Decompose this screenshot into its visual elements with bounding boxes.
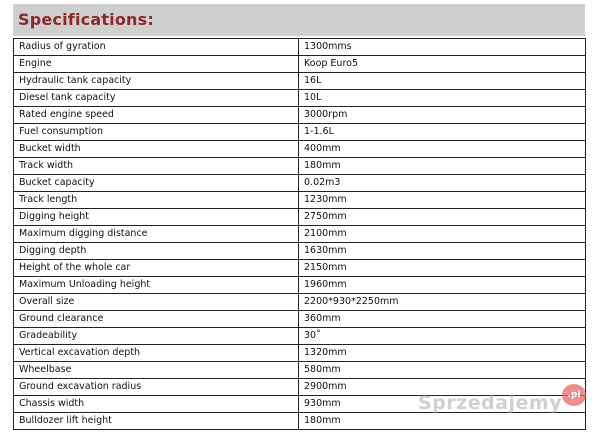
table-row (14, 243, 586, 260)
table-row (14, 328, 586, 345)
spec-value: 930mm (299, 396, 586, 413)
spec-value: 180mm (299, 413, 586, 430)
spec-label: Rated engine speed (14, 107, 299, 124)
table-row (14, 192, 586, 209)
table-row (14, 413, 586, 430)
spec-label: Bulldozer lift height (14, 413, 299, 430)
spec-value: Koop Euro5 (299, 56, 586, 73)
spec-label: Digging depth (14, 243, 299, 260)
spec-value: 1630mm (299, 243, 586, 260)
spec-value: 1-1.6L (299, 124, 586, 141)
spec-label: Chassis width (14, 396, 299, 413)
spec-value: 2900mm (299, 379, 586, 396)
spec-label: Bucket width (14, 141, 299, 158)
table-row (14, 90, 586, 107)
table-row (14, 345, 586, 362)
table-row (14, 175, 586, 192)
table-row (14, 226, 586, 243)
spec-value: 580mm (299, 362, 586, 379)
spec-label: Radius of gyration (14, 39, 299, 56)
spec-label: Overall size (14, 294, 299, 311)
spec-value: 10L (299, 90, 586, 107)
page-title: Specifications: (18, 10, 154, 29)
spec-value: 2200*930*2250mm (299, 294, 586, 311)
spec-label: Ground excavation radius (14, 379, 299, 396)
spec-value: 360mm (299, 311, 586, 328)
spec-label: Fuel consumption (14, 124, 299, 141)
table-row (14, 141, 586, 158)
table-row (14, 311, 586, 328)
spec-label: Diesel tank capacity (14, 90, 299, 107)
spec-value: 400mm (299, 141, 586, 158)
spec-value: 2100mm (299, 226, 586, 243)
spec-value: 16L (299, 73, 586, 90)
spec-label: Engine (14, 56, 299, 73)
table-row (14, 294, 586, 311)
spec-label: Height of the whole car (14, 260, 299, 277)
specifications-table-body (14, 39, 586, 430)
spec-label: Ground clearance (14, 311, 299, 328)
spec-label: Track width (14, 158, 299, 175)
spec-value: 1230mm (299, 192, 586, 209)
table-row (14, 362, 586, 379)
spec-label: Bucket capacity (14, 175, 299, 192)
spec-label: Maximum digging distance (14, 226, 299, 243)
section-header (13, 4, 585, 36)
spec-value: 180mm (299, 158, 586, 175)
table-row (14, 56, 586, 73)
spec-label: Hydraulic tank capacity (14, 73, 299, 90)
table-row (14, 124, 586, 141)
table-row (14, 158, 586, 175)
spec-label: Maximum Unloading height (14, 277, 299, 294)
spec-label: Track length (14, 192, 299, 209)
spec-value: 0.02m3 (299, 175, 586, 192)
spec-label: Vertical excavation depth (14, 345, 299, 362)
spec-value: 1300mms (299, 39, 586, 56)
table-row (14, 73, 586, 90)
table-row (14, 209, 586, 226)
table-row (14, 260, 586, 277)
spec-label: Gradeability (14, 328, 299, 345)
table-row (14, 39, 586, 56)
spec-value: 2150mm (299, 260, 586, 277)
spec-value: 2750mm (299, 209, 586, 226)
table-row (14, 277, 586, 294)
spec-label: Wheelbase (14, 362, 299, 379)
watermark-text: Sprzedajemy (418, 392, 563, 414)
watermark-badge: .pl (562, 384, 586, 406)
spec-value: 1320mm (299, 345, 586, 362)
spec-value: 1960mm (299, 277, 586, 294)
spec-label: Digging height (14, 209, 299, 226)
spec-value: 3000rpm (299, 107, 586, 124)
table-row (14, 107, 586, 124)
specifications-table (13, 38, 586, 430)
spec-value: 30˚ (299, 328, 586, 345)
